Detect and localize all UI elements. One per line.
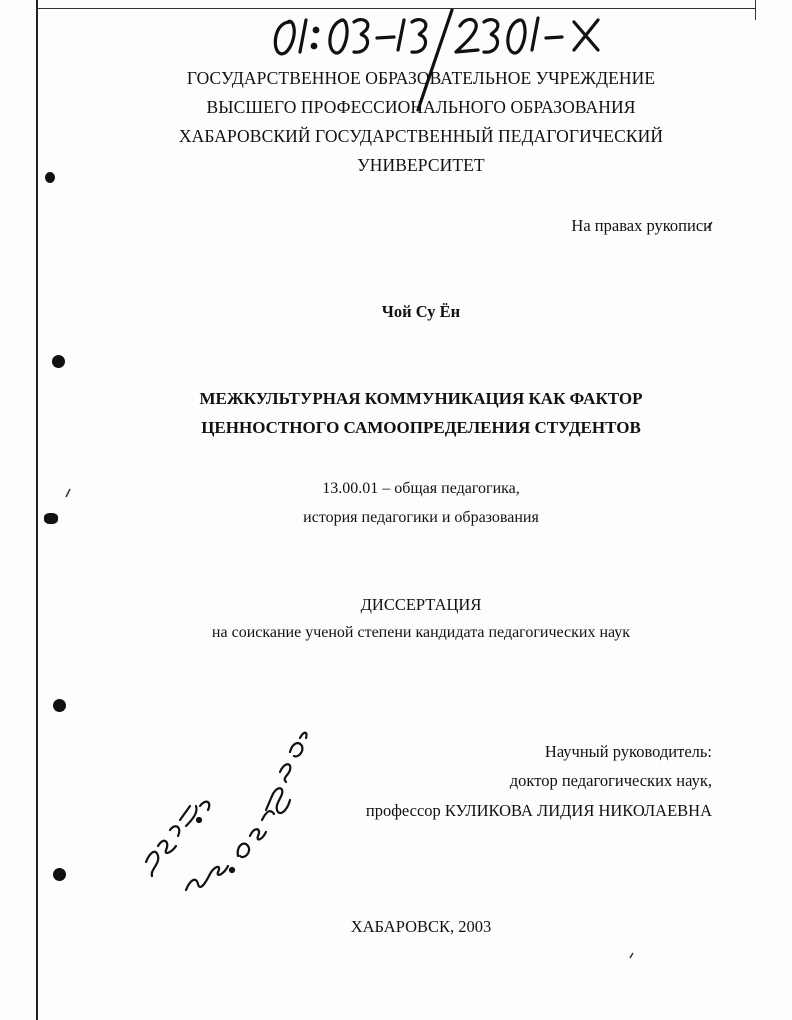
manuscript-note: На правах рукописи <box>571 216 712 235</box>
punch-hole-mark <box>52 355 65 368</box>
supervisor-name: профессор КУЛИКОВА ЛИДИЯ НИКОЛАЕВНА <box>365 801 712 820</box>
scan-edge-top <box>36 8 756 9</box>
punch-hole-mark <box>53 699 66 712</box>
dissertation-title-line-1: МЕЖКУЛЬТУРНАЯ КОММУНИКАЦИЯ КАК ФАКТОР <box>199 389 643 408</box>
specialty-line-2: история педагогики и образования <box>303 509 539 526</box>
institution-line-2: ВЫСШЕГО ПРОФЕССИОНАЛЬНОГО ОБРАЗОВАНИЯ <box>206 97 636 117</box>
scan-edge-right <box>755 0 756 20</box>
author-name: Чой Су Ён <box>381 302 461 321</box>
margin-signature <box>146 733 307 890</box>
city-year: ХАБАРОВСК, 2003 <box>350 917 492 936</box>
institution-line-3: ХАБАРОВСКИЙ ГОСУДАРСТВЕННЫЙ ПЕДАГОГИЧЕСКИЙ <box>178 126 664 146</box>
punch-hole-mark <box>53 868 66 881</box>
supervisor-label: Научный руководитель: <box>544 742 712 761</box>
dissertation-heading: ДИССЕРТАЦИЯ <box>360 595 482 614</box>
institution-line-4: УНИВЕРСИТЕТ <box>357 155 485 175</box>
margin-ticks <box>66 222 712 958</box>
specialty-line-1: 13.00.01 – общая педагогика, <box>322 480 520 497</box>
dissertation-subtitle: на соискание ученой степени кандидата педагогических наук <box>211 624 631 641</box>
supervisor-degree: доктор педагогических наук, <box>509 771 712 790</box>
dissertation-title-line-2: ЦЕННОСТНОГО САМООПРЕДЕЛЕНИЯ СТУДЕНТОВ <box>201 418 641 437</box>
archive-code-handwriting <box>275 10 598 110</box>
institution-line-1: ГОСУДАРСТВЕННОЕ ОБРАЗОВАТЕЛЬНОЕ УЧРЕЖДЕНИЕ <box>186 68 656 88</box>
